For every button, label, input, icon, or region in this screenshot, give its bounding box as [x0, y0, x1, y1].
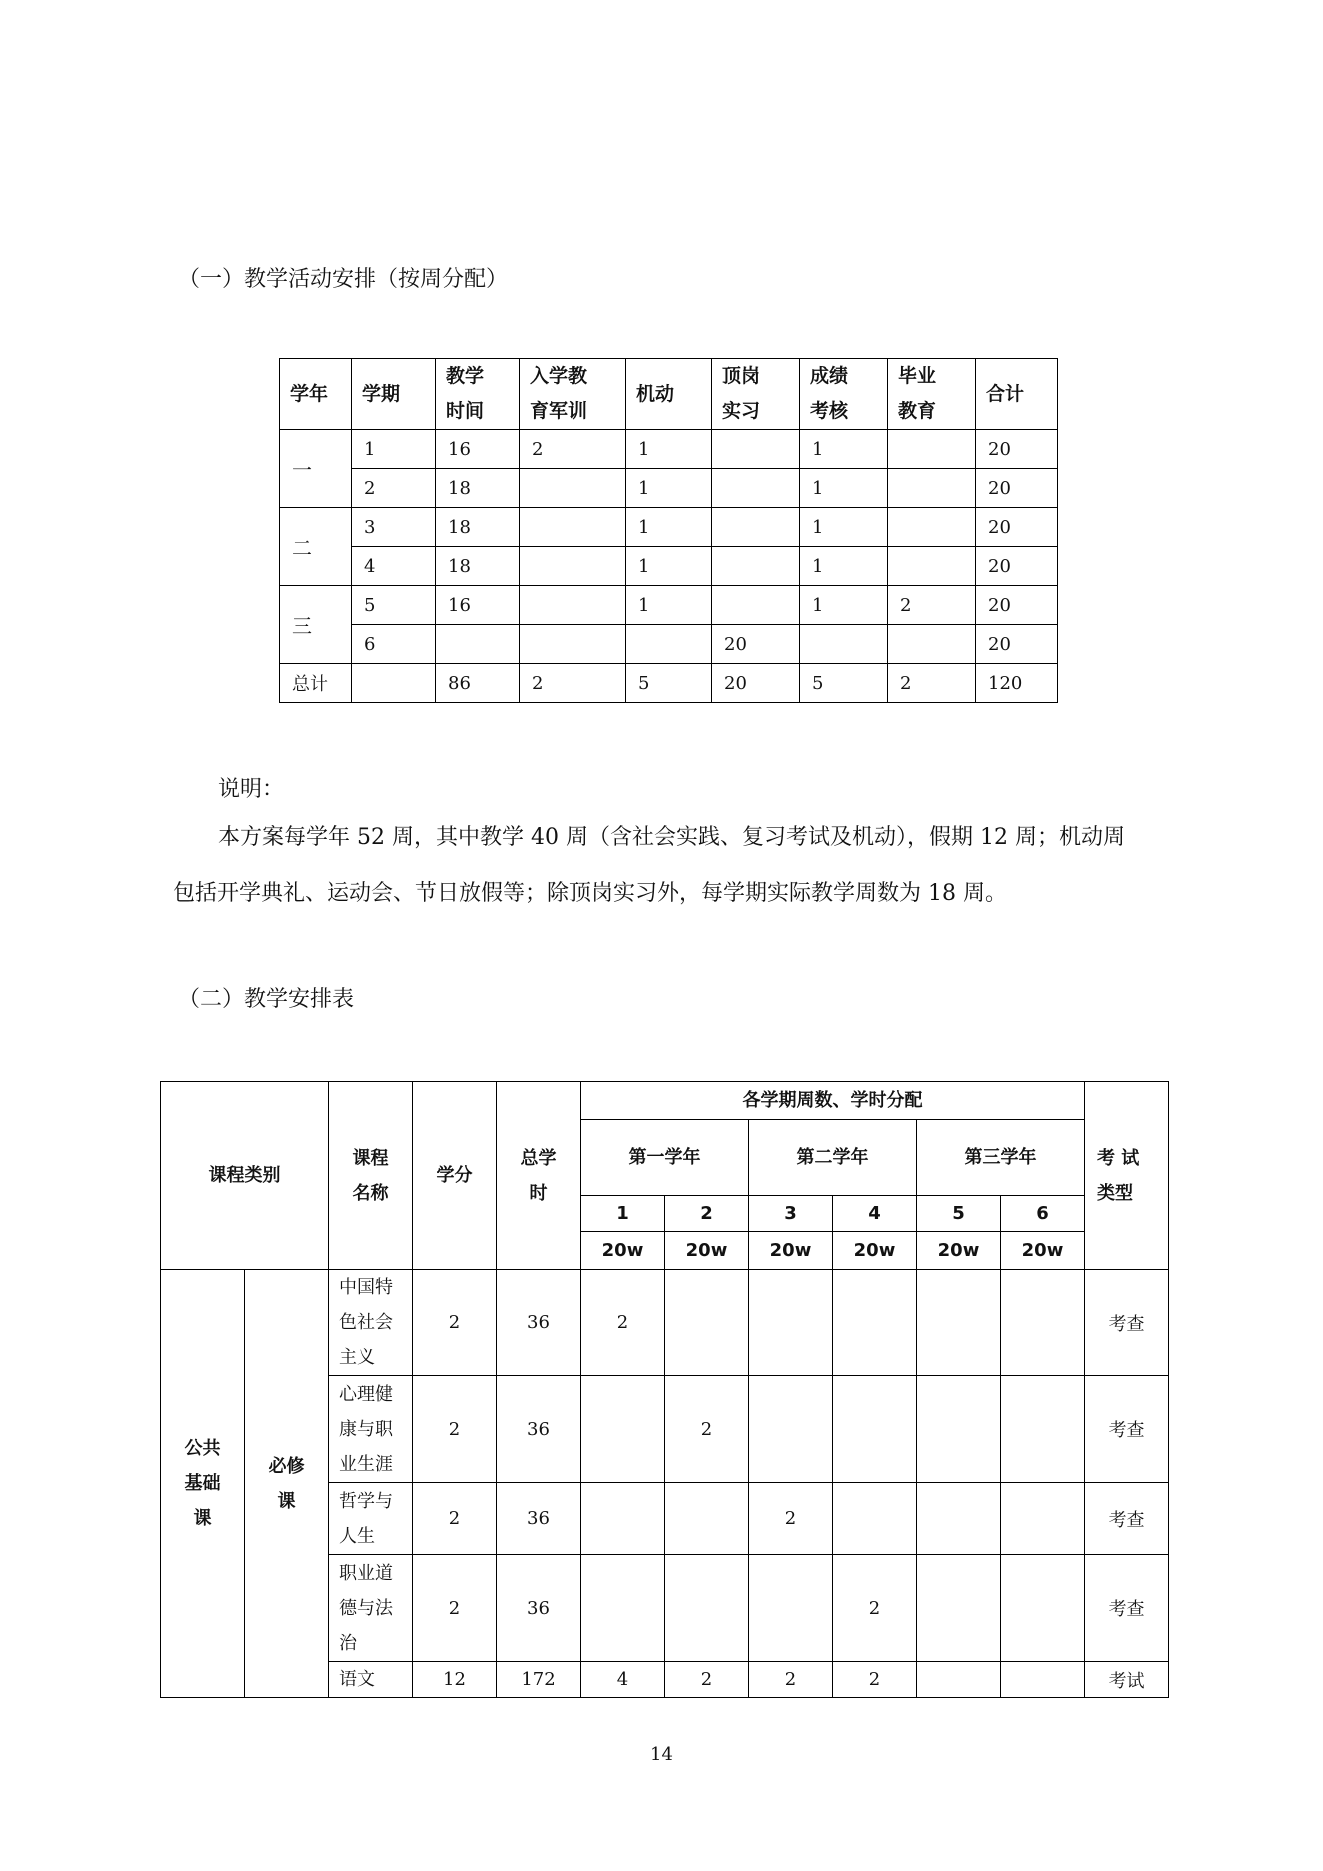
notes-line-1: 本方案每学年 52 周，其中教学 40 周（含社会实践、复习考试及机动），假期 12 周；机动周 [218, 825, 1125, 850]
header-course-name: 课程名称 [329, 1082, 413, 1270]
grad-cell [888, 508, 976, 547]
term-4-cell: 2 [833, 1555, 917, 1662]
table-row [280, 469, 1058, 508]
header-exam: 成绩考核 [800, 359, 888, 430]
course-name-cell: 心理健康与职业生涯 [329, 1376, 413, 1483]
header-term-6: 6 [1001, 1196, 1085, 1232]
grad-cell: 2 [888, 586, 976, 625]
grad-cell: 2 [888, 664, 976, 703]
header-term-4: 4 [833, 1196, 917, 1232]
grad-cell [888, 469, 976, 508]
intern-cell [712, 469, 800, 508]
term-1-cell [581, 1376, 665, 1483]
total-cell: 20 [976, 547, 1058, 586]
header-term-2: 2 [665, 1196, 749, 1232]
term-1-cell [581, 1555, 665, 1662]
term-6-cell [1001, 1555, 1085, 1662]
teach-cell: 18 [436, 508, 520, 547]
total-cell: 20 [976, 469, 1058, 508]
exam-type-cell: 考查 [1085, 1376, 1169, 1483]
exam-cell: 5 [800, 664, 888, 703]
credits-cell: 12 [413, 1662, 497, 1698]
entry-cell [520, 625, 626, 664]
exam-cell: 1 [800, 547, 888, 586]
exam-type-cell: 考查 [1085, 1483, 1169, 1555]
course-name-cell: 语文 [329, 1662, 413, 1698]
hours-cell: 36 [497, 1376, 581, 1483]
header-year-1: 第一学年 [581, 1120, 749, 1196]
header-internship: 顶岗实习 [712, 359, 800, 430]
total-label-cell: 总计 [280, 664, 352, 703]
total-cell: 20 [976, 430, 1058, 469]
term-cell [352, 664, 436, 703]
header-total: 合计 [976, 359, 1058, 430]
year-cell: 一 [280, 430, 352, 508]
term-cell: 3 [352, 508, 436, 547]
header-category: 课程类别 [161, 1082, 329, 1270]
term-6-cell [1001, 1376, 1085, 1483]
header-year: 学年 [280, 359, 352, 430]
header-term-3: 3 [749, 1196, 833, 1232]
table-row [280, 586, 1058, 625]
term-3-cell: 2 [749, 1662, 833, 1698]
flex-cell: 1 [626, 430, 712, 469]
flex-cell [626, 625, 712, 664]
flex-cell: 5 [626, 664, 712, 703]
notes-label: 说明： [218, 777, 285, 802]
term-4-cell [833, 1376, 917, 1483]
header-weeks-4: 20w [833, 1232, 917, 1270]
intern-cell [712, 586, 800, 625]
year-cell: 二 [280, 508, 352, 586]
header-weeks-2: 20w [665, 1232, 749, 1270]
term-4-cell [833, 1270, 917, 1376]
credits-cell: 2 [413, 1483, 497, 1555]
category-main-cell: 公共基础课 [161, 1270, 245, 1698]
term-3-cell [749, 1555, 833, 1662]
notes-line-2: 包括开学典礼、运动会、节日放假等；除顶岗实习外，每学期实际教学周数为 18 周。 [173, 881, 1007, 906]
table-row [280, 625, 1058, 664]
teaching-schedule-table [160, 1081, 1169, 1698]
teach-cell: 16 [436, 586, 520, 625]
term-cell: 4 [352, 547, 436, 586]
term-2-cell: 2 [665, 1376, 749, 1483]
term-2-cell [665, 1555, 749, 1662]
term-5-cell [917, 1270, 1001, 1376]
term-3-cell [749, 1376, 833, 1483]
header-exam-type: 考 试 类型 [1085, 1082, 1169, 1270]
exam-cell: 1 [800, 508, 888, 547]
flex-cell: 1 [626, 469, 712, 508]
header-weeks-1: 20w [581, 1232, 665, 1270]
header-credits: 学分 [413, 1082, 497, 1270]
term-cell: 1 [352, 430, 436, 469]
exam-type-cell: 考查 [1085, 1270, 1169, 1376]
entry-cell [520, 586, 626, 625]
table-row [280, 508, 1058, 547]
exam-type-cell: 考查 [1085, 1555, 1169, 1662]
total-cell: 20 [976, 625, 1058, 664]
section1-heading: （一）教学活动安排（按周分配） [178, 267, 509, 292]
exam-cell [800, 625, 888, 664]
term-1-cell: 4 [581, 1662, 665, 1698]
hours-cell: 36 [497, 1270, 581, 1376]
header-entry-training: 入学教育军训 [520, 359, 626, 430]
table-row [161, 1270, 1169, 1376]
activity-schedule-table [279, 358, 1058, 703]
grad-cell [888, 625, 976, 664]
credits-cell: 2 [413, 1270, 497, 1376]
term-2-cell [665, 1483, 749, 1555]
header-teaching-time: 教学时间 [436, 359, 520, 430]
term-cell: 5 [352, 586, 436, 625]
hours-cell: 36 [497, 1555, 581, 1662]
term-5-cell [917, 1662, 1001, 1698]
term-6-cell [1001, 1483, 1085, 1555]
header-graduation: 毕业教育 [888, 359, 976, 430]
intern-cell [712, 547, 800, 586]
term-5-cell [917, 1376, 1001, 1483]
table-row [280, 430, 1058, 469]
header-term-5: 5 [917, 1196, 1001, 1232]
exam-type-cell: 考试 [1085, 1662, 1169, 1698]
term-1-cell: 2 [581, 1270, 665, 1376]
term-3-cell [749, 1270, 833, 1376]
teach-cell [436, 625, 520, 664]
entry-cell [520, 469, 626, 508]
table-total-row [280, 664, 1058, 703]
exam-cell: 1 [800, 469, 888, 508]
header-year-3: 第三学年 [917, 1120, 1085, 1196]
table-row [280, 547, 1058, 586]
category-sub-cell: 必修课 [245, 1270, 329, 1698]
entry-cell [520, 508, 626, 547]
term-2-cell [665, 1270, 749, 1376]
header-total-hours: 总学时 [497, 1082, 581, 1270]
entry-cell: 2 [520, 430, 626, 469]
total-cell: 20 [976, 586, 1058, 625]
entry-cell [520, 547, 626, 586]
header-weeks-6: 20w [1001, 1232, 1085, 1270]
exam-cell: 1 [800, 430, 888, 469]
table-header-row [280, 359, 1058, 430]
term-5-cell [917, 1555, 1001, 1662]
grad-cell [888, 547, 976, 586]
term-1-cell [581, 1483, 665, 1555]
term-cell: 2 [352, 469, 436, 508]
term-5-cell [917, 1483, 1001, 1555]
year-cell: 三 [280, 586, 352, 664]
teach-cell: 18 [436, 547, 520, 586]
flex-cell: 1 [626, 547, 712, 586]
teach-cell: 16 [436, 430, 520, 469]
teach-cell: 18 [436, 469, 520, 508]
header-year-2: 第二学年 [749, 1120, 917, 1196]
header-weeks-3: 20w [749, 1232, 833, 1270]
intern-cell: 20 [712, 664, 800, 703]
term-2-cell: 2 [665, 1662, 749, 1698]
header-term: 学期 [352, 359, 436, 430]
term-6-cell [1001, 1662, 1085, 1698]
header-distribution: 各学期周数、学时分配 [581, 1082, 1085, 1120]
intern-cell [712, 430, 800, 469]
intern-cell: 20 [712, 625, 800, 664]
page-number: 14 [650, 1744, 673, 1765]
flex-cell: 1 [626, 508, 712, 547]
credits-cell: 2 [413, 1555, 497, 1662]
intern-cell [712, 508, 800, 547]
term-cell: 6 [352, 625, 436, 664]
course-name-cell: 职业道德与法治 [329, 1555, 413, 1662]
hours-cell: 172 [497, 1662, 581, 1698]
term-4-cell: 2 [833, 1662, 917, 1698]
table-header-row [161, 1082, 1169, 1120]
exam-cell: 1 [800, 586, 888, 625]
grad-cell [888, 430, 976, 469]
header-flex: 机动 [626, 359, 712, 430]
term-3-cell: 2 [749, 1483, 833, 1555]
header-term-1: 1 [581, 1196, 665, 1232]
course-name-cell: 哲学与人生 [329, 1483, 413, 1555]
entry-cell: 2 [520, 664, 626, 703]
hours-cell: 36 [497, 1483, 581, 1555]
flex-cell: 1 [626, 586, 712, 625]
term-6-cell [1001, 1270, 1085, 1376]
total-cell: 20 [976, 508, 1058, 547]
section2-heading: （二）教学安排表 [178, 987, 355, 1012]
course-name-cell: 中国特色社会主义 [329, 1270, 413, 1376]
teach-cell: 86 [436, 664, 520, 703]
total-cell: 120 [976, 664, 1058, 703]
term-4-cell [833, 1483, 917, 1555]
credits-cell: 2 [413, 1376, 497, 1483]
header-weeks-5: 20w [917, 1232, 1001, 1270]
